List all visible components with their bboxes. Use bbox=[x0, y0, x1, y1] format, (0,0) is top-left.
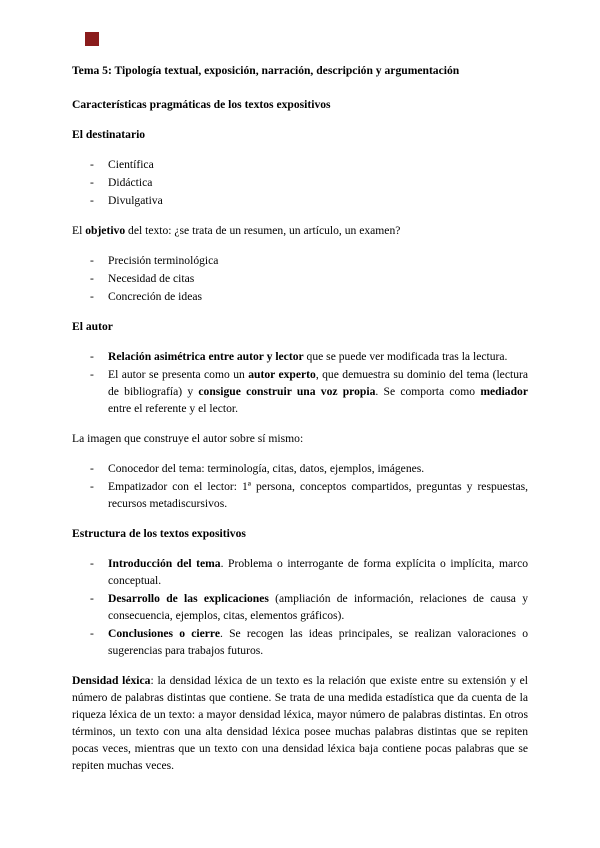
objetivo-list bbox=[72, 252, 528, 305]
text-segment-bold: consigue construir una voz propia bbox=[198, 385, 376, 398]
heading-destinatario: El destinatario bbox=[72, 128, 146, 141]
list-item-text bbox=[108, 555, 528, 589]
list-item bbox=[72, 252, 528, 269]
list-item bbox=[72, 348, 528, 365]
autor-list bbox=[72, 348, 528, 417]
text-segment: (ampliación de información, relaciones de causa y consecuencia, ejemplos, citas, elementos gráficos). bbox=[108, 592, 528, 622]
list-item bbox=[72, 288, 528, 305]
list-item-text bbox=[108, 590, 528, 624]
dash-bullet: - bbox=[90, 462, 94, 475]
text-segment: . Se recogen las ideas principales, se realizan valoraciones o sugerencias para trabajos futuros. bbox=[108, 627, 528, 657]
heading-autor: El autor bbox=[72, 320, 113, 333]
text-segment: El autor se presenta como un bbox=[108, 368, 249, 381]
list-item-text bbox=[108, 625, 528, 659]
text-segment-bold: Introducción del tema bbox=[108, 557, 221, 570]
list-item bbox=[72, 460, 528, 477]
dash-bullet: - bbox=[90, 272, 94, 285]
imagen-list bbox=[72, 460, 528, 512]
heading-estructura: Estructura de los textos expositivos bbox=[72, 527, 246, 540]
dash-bullet: - bbox=[90, 350, 94, 363]
dash-bullet: - bbox=[90, 194, 94, 207]
dash-bullet: - bbox=[90, 557, 94, 570]
list-item-text: Necesidad de citas bbox=[108, 272, 195, 285]
list-item bbox=[72, 192, 528, 209]
text-segment-bold: Desarrollo de las explicaciones bbox=[108, 592, 269, 605]
list-item bbox=[72, 174, 528, 191]
text-segment-bold: mediador bbox=[480, 385, 528, 398]
text-segment: del texto: ¿se trata de un resumen, un artículo, un examen? bbox=[125, 224, 401, 237]
text-segment: : la densidad léxica de un texto es la relación que existe entre su extensión y el número de palabras distintas que contiene. Se trata de una medida estadística que da cuenta de la riqueza léxica de un texto: a mayor densidad léxica, mayor número de palabras distintas. En otros términos, un texto con una alta densidad léxica posee muchas palabras distintas que se repiten pocas veces, mientras que un texto con una densidad léxica baja contiene pocas palabras que se repiten muchas veces. bbox=[72, 674, 528, 772]
dash-bullet: - bbox=[90, 480, 94, 493]
dash-bullet: - bbox=[90, 368, 94, 381]
paragraph-imagen: La imagen que construye el autor sobre sí mismo: bbox=[72, 432, 304, 445]
list-item bbox=[72, 270, 528, 287]
paragraph-densidad bbox=[72, 672, 528, 774]
list-item-text bbox=[108, 348, 528, 365]
list-item bbox=[72, 590, 528, 624]
list-item-text: Divulgativa bbox=[108, 194, 163, 207]
text-segment-bold: autor experto bbox=[248, 368, 316, 381]
dash-bullet: - bbox=[90, 290, 94, 303]
list-item-text bbox=[108, 366, 528, 417]
dash-bullet: - bbox=[90, 176, 94, 189]
list-item bbox=[72, 366, 528, 417]
list-item-text: Conocedor del tema: terminología, citas, datos, ejemplos, imágenes. bbox=[108, 462, 425, 475]
text-segment-bold: objetivo bbox=[85, 224, 126, 237]
list-item-text: Precisión terminológica bbox=[108, 254, 219, 267]
dash-bullet: - bbox=[90, 592, 94, 605]
list-item-text: Didáctica bbox=[108, 176, 153, 189]
document-content bbox=[72, 62, 528, 787]
heading-pragmaticas: Características pragmáticas de los textos expositivos bbox=[72, 98, 331, 111]
list-item bbox=[72, 478, 528, 512]
list-item-text: Empatizador con el lector: 1ª persona, conceptos compartidos, preguntas y respuestas, recursos metadiscursivos. bbox=[108, 480, 528, 510]
document-title: Tema 5: Tipología textual, exposición, narración, descripción y argumentación bbox=[72, 64, 460, 77]
text-segment: , que demuestra su dominio del tema (lectura de bibliografía) y bbox=[108, 368, 529, 398]
dash-bullet: - bbox=[90, 627, 94, 640]
text-segment-bold: Conclusiones o cierre bbox=[108, 627, 220, 640]
dash-bullet: - bbox=[90, 158, 94, 171]
list-item-text: Científica bbox=[108, 158, 154, 171]
dash-bullet: - bbox=[90, 254, 94, 267]
text-segment: El bbox=[72, 224, 86, 237]
list-item bbox=[72, 555, 528, 589]
destinatario-list bbox=[72, 156, 528, 209]
estructura-list bbox=[72, 555, 528, 659]
text-segment: que se puede ver modificada tras la lectura. bbox=[303, 350, 508, 363]
paragraph-objetivo bbox=[72, 222, 528, 239]
text-segment: entre el referente y el lector. bbox=[108, 402, 239, 415]
list-item bbox=[72, 625, 528, 659]
text-segment: . Problema o interrogante de forma explícita o implícita, marco conceptual. bbox=[108, 557, 529, 587]
text-segment-bold: Densidad léxica bbox=[72, 674, 151, 687]
corner-mark bbox=[85, 32, 99, 46]
text-segment: . Se comporta como bbox=[375, 385, 481, 398]
text-segment-bold: Relación asimétrica entre autor y lector bbox=[108, 350, 304, 363]
list-item-text: Concreción de ideas bbox=[108, 290, 203, 303]
list-item bbox=[72, 156, 528, 173]
